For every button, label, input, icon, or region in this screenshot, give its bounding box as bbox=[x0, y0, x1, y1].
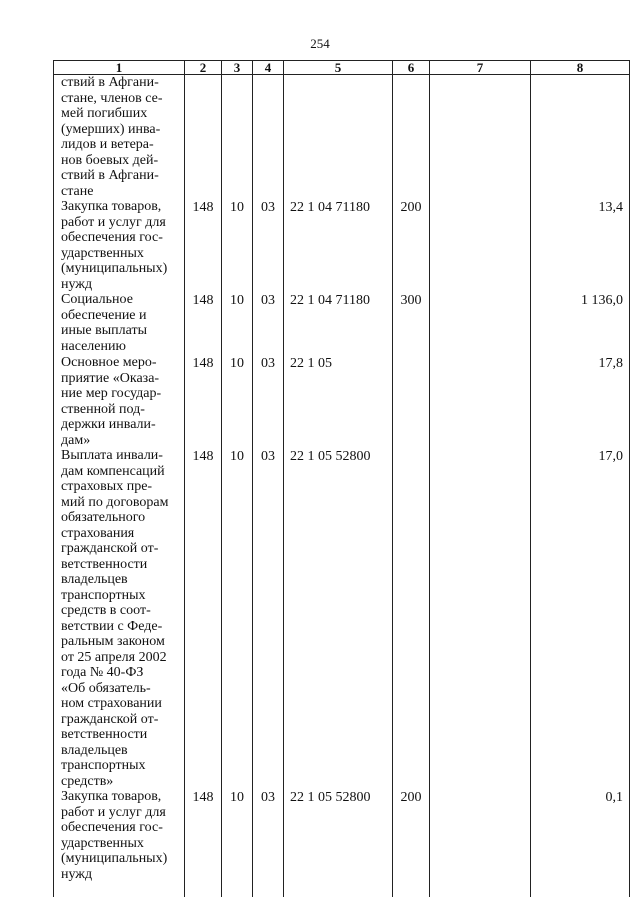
name-line: транспортных bbox=[61, 587, 146, 603]
column-header: 2 bbox=[185, 61, 222, 75]
column-7-cell bbox=[430, 75, 531, 200]
table-header bbox=[54, 61, 630, 75]
name-line: года № 40-ФЗ bbox=[61, 665, 144, 680]
column-header: 5 bbox=[284, 61, 393, 75]
amount-cell bbox=[531, 75, 630, 200]
name-line: обеспечение и bbox=[61, 307, 147, 323]
name-line: Основное меро- bbox=[61, 355, 157, 370]
name-line: нужд bbox=[61, 276, 93, 292]
row-name-cell bbox=[54, 199, 185, 292]
expense-type-cell bbox=[393, 355, 430, 448]
amount-cell: 1 136,0 bbox=[531, 292, 630, 355]
section-cell: 10 bbox=[222, 199, 253, 292]
name-line: «Об обязатель- bbox=[61, 680, 151, 696]
name-line: приятие «Оказа- bbox=[61, 370, 160, 386]
amount-cell: 13,4 bbox=[531, 199, 630, 292]
budget-table bbox=[53, 60, 630, 897]
table-row bbox=[54, 789, 630, 897]
section-cell bbox=[222, 75, 253, 200]
section-cell: 10 bbox=[222, 292, 253, 355]
ministry-code-cell: 148 bbox=[185, 789, 222, 897]
table-row bbox=[54, 355, 630, 448]
name-line: (муниципальных) bbox=[61, 261, 168, 276]
name-line: Закупка товаров, bbox=[61, 199, 162, 214]
ministry-code-cell bbox=[185, 75, 222, 200]
section-cell: 10 bbox=[222, 355, 253, 448]
name-line: обеспечения гос- bbox=[61, 820, 163, 835]
name-line: обеспечения гос- bbox=[61, 230, 163, 245]
target-article-cell: 22 1 04 71180 bbox=[284, 199, 393, 292]
table-row bbox=[54, 292, 630, 355]
amount-cell: 17,8 bbox=[531, 355, 630, 448]
column-7-cell bbox=[430, 789, 531, 897]
name-line: ственной под- bbox=[61, 401, 145, 417]
column-7-cell bbox=[430, 292, 531, 355]
name-line: работ и услуг для bbox=[61, 214, 166, 230]
name-line: Социальное bbox=[61, 292, 133, 307]
column-header: 8 bbox=[531, 61, 630, 75]
expense-type-cell bbox=[393, 448, 430, 789]
name-line: ветственности bbox=[61, 556, 148, 572]
column-7-cell bbox=[430, 448, 531, 789]
target-article-cell bbox=[284, 75, 393, 200]
name-line: (умерших) инва- bbox=[61, 121, 161, 137]
subsection-cell: 03 bbox=[253, 448, 284, 789]
name-line: владельцев bbox=[61, 572, 128, 587]
row-name-cell bbox=[54, 448, 185, 789]
section-cell: 10 bbox=[222, 448, 253, 789]
subsection-cell: 03 bbox=[253, 789, 284, 897]
header-row bbox=[54, 61, 630, 75]
row-name-cell bbox=[54, 355, 185, 448]
name-line: стане bbox=[61, 183, 94, 199]
name-line: средств в соот- bbox=[61, 603, 151, 618]
target-article-cell: 22 1 05 52800 bbox=[284, 448, 393, 789]
target-article-cell: 22 1 04 71180 bbox=[284, 292, 393, 355]
subsection-cell: 03 bbox=[253, 292, 284, 355]
name-line: ветствии с Феде- bbox=[61, 618, 163, 634]
name-line: гражданской от- bbox=[61, 541, 159, 556]
table-body bbox=[54, 75, 630, 898]
name-line: ральным законом bbox=[61, 634, 165, 649]
expense-type-cell: 200 bbox=[393, 789, 430, 897]
name-line: ние мер государ- bbox=[61, 386, 162, 401]
row-name-cell bbox=[54, 75, 185, 200]
name-line: владельцев bbox=[61, 742, 128, 758]
name-line: нов боевых дей- bbox=[61, 152, 159, 168]
name-line: транспортных bbox=[61, 758, 146, 773]
section-cell: 10 bbox=[222, 789, 253, 897]
name-line: ударственных bbox=[61, 835, 144, 851]
table-row bbox=[54, 75, 630, 200]
column-header: 3 bbox=[222, 61, 253, 75]
column-7-cell bbox=[430, 199, 531, 292]
name-line: стане, членов се- bbox=[61, 90, 163, 106]
name-line: гражданской от- bbox=[61, 711, 159, 727]
name-line: от 25 апреля 2002 bbox=[61, 649, 167, 665]
name-line: ветственности bbox=[61, 727, 148, 742]
name-line: мей погибших bbox=[61, 106, 148, 121]
name-line: средств» bbox=[61, 773, 114, 789]
column-header: 6 bbox=[393, 61, 430, 75]
name-line: Выплата инвали- bbox=[61, 448, 163, 463]
table-row bbox=[54, 448, 630, 789]
name-line: работ и услуг для bbox=[61, 804, 166, 820]
amount-cell: 0,1 bbox=[531, 789, 630, 897]
name-line: населению bbox=[61, 338, 126, 354]
expense-type-cell: 200 bbox=[393, 199, 430, 292]
name-line: ударственных bbox=[61, 245, 144, 261]
expense-type-cell bbox=[393, 75, 430, 200]
name-line: лидов и ветера- bbox=[61, 137, 154, 152]
page-number: 254 bbox=[310, 36, 330, 51]
target-article-cell: 22 1 05 52800 bbox=[284, 789, 393, 897]
column-header: 4 bbox=[253, 61, 284, 75]
name-line: ствий в Афгани- bbox=[61, 168, 159, 183]
subsection-cell bbox=[253, 75, 284, 200]
name-line: страхования bbox=[61, 525, 135, 541]
name-line: ном страховании bbox=[61, 696, 162, 711]
name-line: (муниципальных) bbox=[61, 851, 168, 866]
name-line: ствий в Афгани- bbox=[61, 75, 159, 90]
name-line: Закупка товаров, bbox=[61, 789, 162, 804]
table-row bbox=[54, 199, 630, 292]
name-line: иные выплаты bbox=[61, 323, 147, 338]
ministry-code-cell: 148 bbox=[185, 448, 222, 789]
target-article-cell: 22 1 05 bbox=[284, 355, 393, 448]
name-line: обязательного bbox=[61, 510, 146, 525]
subsection-cell: 03 bbox=[253, 199, 284, 292]
column-7-cell bbox=[430, 355, 531, 448]
expense-type-cell: 300 bbox=[393, 292, 430, 355]
row-name-cell bbox=[54, 292, 185, 355]
name-line: дам» bbox=[61, 432, 91, 448]
ministry-code-cell: 148 bbox=[185, 199, 222, 292]
subsection-cell: 03 bbox=[253, 355, 284, 448]
name-line: дам компенсаций bbox=[61, 463, 165, 479]
amount-cell: 17,0 bbox=[531, 448, 630, 789]
name-line: мий по договорам bbox=[61, 494, 169, 510]
row-name-cell bbox=[54, 789, 185, 897]
name-line: страховых пре- bbox=[61, 479, 153, 494]
column-header: 1 bbox=[54, 61, 185, 75]
ministry-code-cell: 148 bbox=[185, 355, 222, 448]
name-line: держки инвали- bbox=[61, 417, 156, 432]
name-line: нужд bbox=[61, 866, 93, 882]
column-header: 7 bbox=[430, 61, 531, 75]
ministry-code-cell: 148 bbox=[185, 292, 222, 355]
